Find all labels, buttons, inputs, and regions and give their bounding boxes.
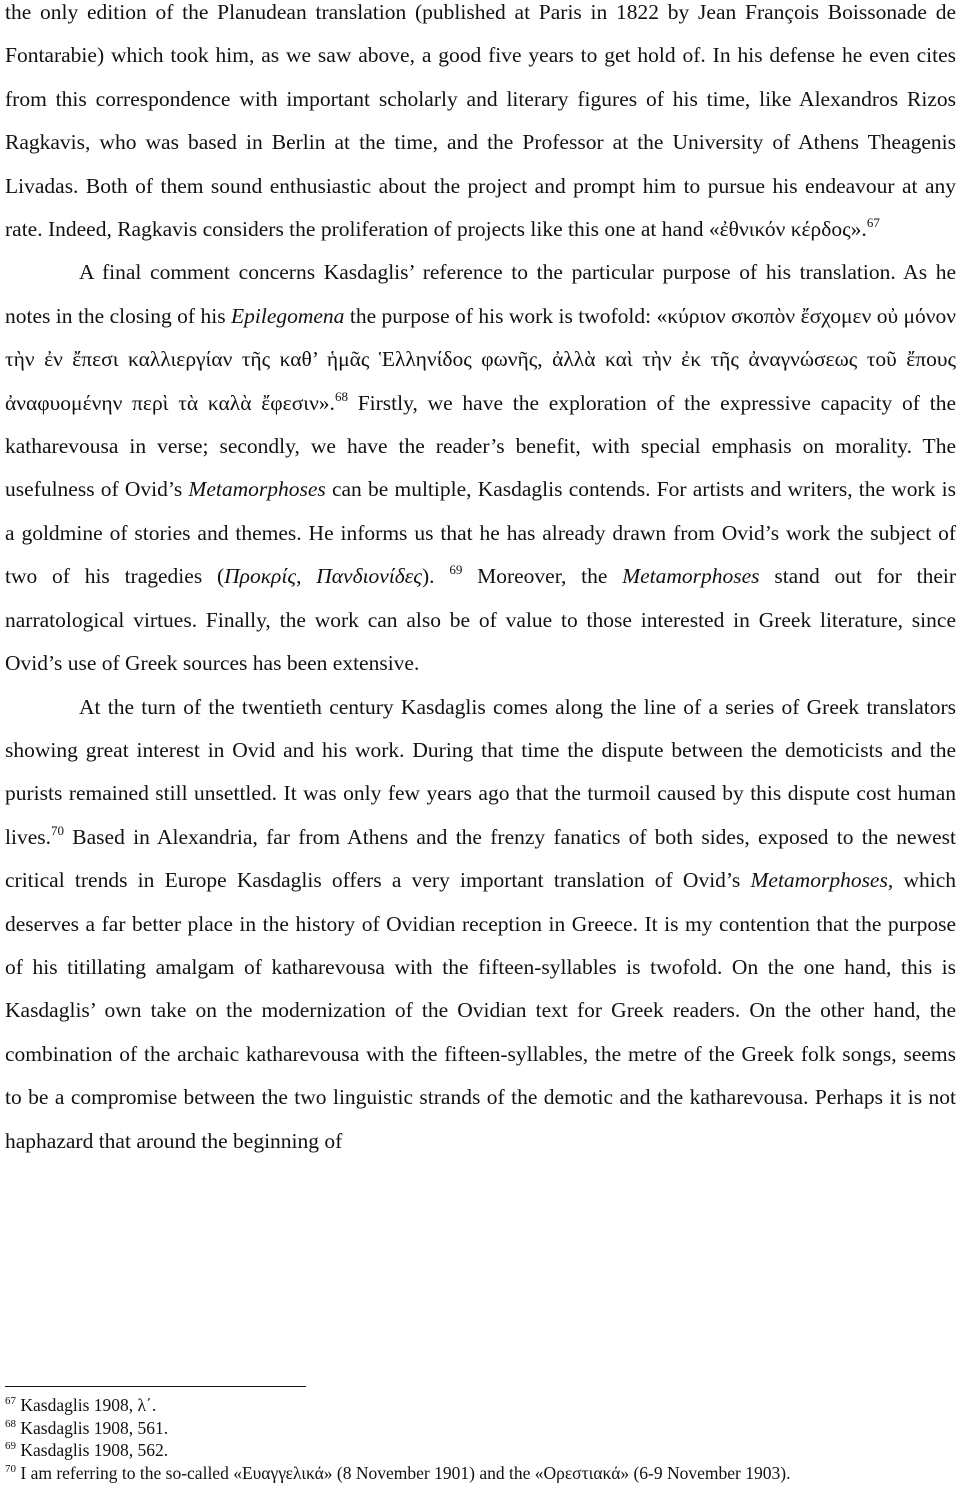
paragraph-2 <box>5 251 956 685</box>
paragraph-3-text-1: At the turn of the twentieth century Kasdaglis comes along the line of a series of Greek translators showing great interest in Ovid and his work. During that time the dispute between the demoticists and the purists remained still unsettled. It was only few years ago that the turmoil caused by this dispute cost human lives. <box>5 694 956 849</box>
footnote-text: Kasdaglis 1908, λ΄. <box>16 1395 157 1415</box>
footnote-text: Kasdaglis 1908, 561. <box>16 1417 169 1438</box>
paragraph-2-text-2: the purpose of his work is twofold: «κύριον σκοπὸν ἔσχομεν οὐ μόνον τὴν ἐν ἔπεσι καλλιεργίαν τῆς καθ’ ἡμᾶς Ἑλληνίδος φωνῆς, ἀλλὰ καὶ τὴν ἐκ τῆς ἀναγνώσεως τοῦ ἔπους ἀναφυομένην περὶ τὰ καλὰ ἔφεσιν». <box>5 303 956 415</box>
paragraph-3 <box>5 686 956 1163</box>
footnote-68 <box>5 1417 956 1440</box>
footnote-number: 67 <box>5 1395 16 1407</box>
title-metamorphoses: Metamorphoses <box>188 477 326 502</box>
footnote-separator <box>5 1386 306 1387</box>
paragraph-2-comma: , <box>296 564 317 589</box>
footnote-number: 69 <box>5 1440 16 1452</box>
paragraph-2-text-6: stand out for their narratological virtues. Finally, the work can also be of value to those interested in Greek literature, since Ovid’s use of Greek sources has been extensive. <box>5 564 956 676</box>
paragraph-2-text-5: Moreover, the <box>462 564 623 589</box>
footnote-text: Kasdaglis 1908, 562. <box>16 1440 169 1460</box>
footnote-70 <box>5 1462 956 1485</box>
footnote-ref-67[interactable]: 67 <box>866 215 880 231</box>
paragraph-2-text-4: can be multiple, Kasdaglis contends. For artists and writers, the work is a goldmine of stories and themes. He informs us that he has already drawn from Ovid’s work the subject of two of his tragedies ( <box>5 477 956 589</box>
title-metamorphoses: Metamorphoses <box>622 564 760 589</box>
footnote-number: 70 <box>5 1462 16 1475</box>
title-prokris: Προκρίς <box>224 564 297 589</box>
footnote-text: I am referring to the so-called «Ευαγγελικά» (8 November 1901) and the «Ορεστιακά» (6-9 November 1903). <box>16 1462 791 1483</box>
paragraph-3-text-3: , which deserves a far better place in the history of Ovidian reception in Greece. It is my contention that the purpose of his titillating amalgam of katharevousa with the fifteen-syllables is twofold. On the one hand, this is Kasdaglis’ own take on the modernization of the Ovidian text for Greek readers. On the other hand, the combination of the archaic katharevousa with the fifteen-syllables, the metre of the Greek folk songs, seems to be a compromise between the two linguistic strands of the demotic and the katharevousa. Perhaps it is not haphazard that around the beginning of <box>5 868 956 1153</box>
paragraph-3-text-2: Based in Alexandria, far from Athens and the frenzy fanatics of both sides, exposed to the newest critical trends in Europe Kasdaglis offers a very important translation of Ovid’s <box>5 824 956 893</box>
title-pandionides: Πανδιονίδες <box>316 564 422 589</box>
title-epilegomena: Epilegomena <box>230 303 345 328</box>
footnote-ref-69[interactable]: 69 <box>449 562 463 578</box>
title-metamorphoses: Metamorphoses <box>750 868 888 893</box>
page-body <box>5 0 956 1163</box>
paragraph-1 <box>5 0 956 251</box>
paragraph-1-text: the only edition of the Planudean translation (published at Paris in 1822 by Jean François Boissonade de Fontarabie) which took him, as we saw above, a good five years to get hold of. In his defense he even cites from this correspondence with important scholarly and literary figures of his time, like Alexandros Rizos Ragkavis, who was based in Berlin at the time, and the Professor at the University of Athens Theagenis Livadas. Both of them sound enthusiastic about the project and prompt him to pursue his endeavour at any rate. Indeed, Ragkavis considers the proliferation of projects like this one at hand «ἐθνικόν κέρδος». <box>5 0 956 242</box>
footnote-ref-70[interactable]: 70 <box>50 822 64 838</box>
paragraph-2-text-3: Firstly, we have the exploration of the expressive capacity of the katharevousa in verse; secondly, we have the reader’s benefit, with special emphasis on morality. The usefulness of Ovid’s <box>5 390 956 502</box>
paragraph-2-paren: ). <box>422 564 450 589</box>
footnote-number: 68 <box>5 1417 16 1430</box>
footnote-67 <box>5 1394 956 1417</box>
footnote-69 <box>5 1439 956 1462</box>
footnote-ref-68[interactable]: 68 <box>334 388 348 404</box>
paragraph-2-text-1: A final comment concerns Kasdaglis’ reference to the particular purpose of his translation. As he notes in the closing of his <box>5 260 956 328</box>
footnotes <box>5 1394 956 1484</box>
